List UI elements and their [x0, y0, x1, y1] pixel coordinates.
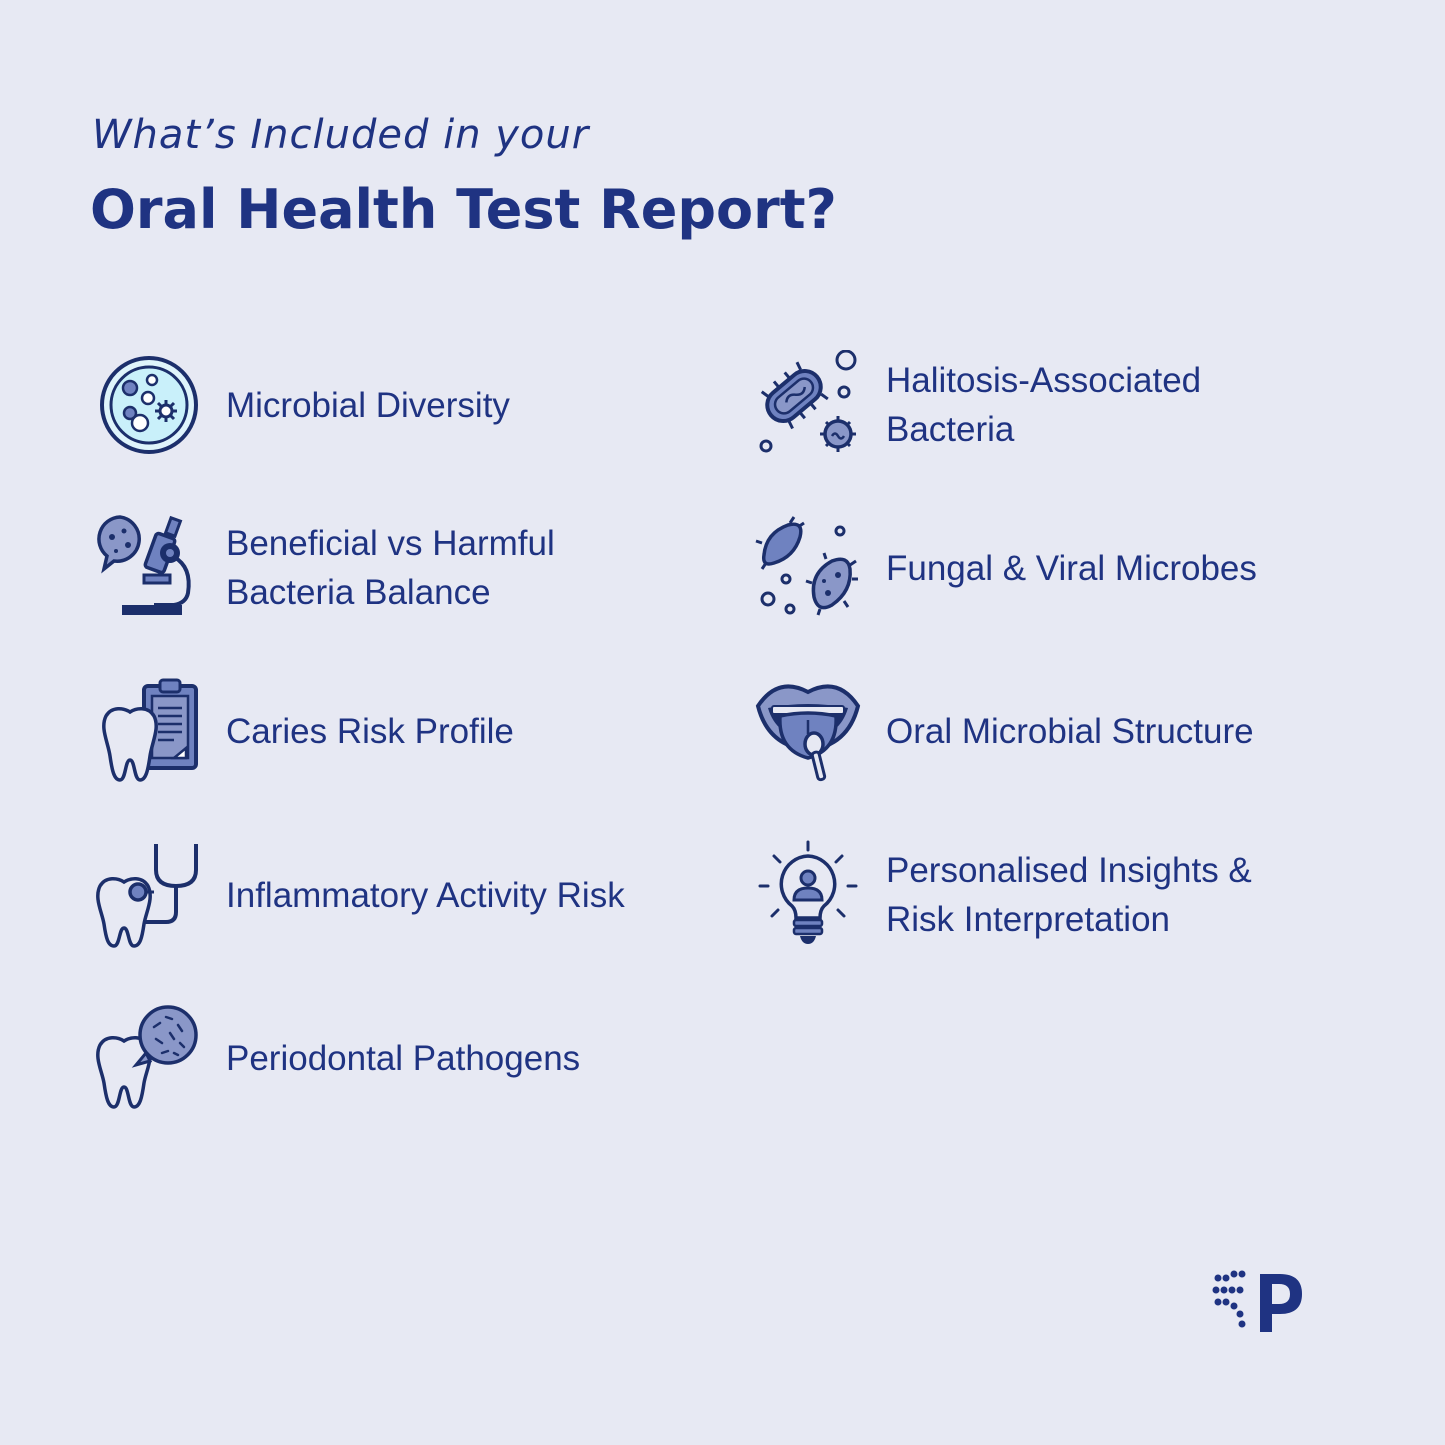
microbes-icon: [754, 513, 864, 623]
page-title: Oral Health Test Report?: [90, 178, 837, 241]
subtitle: What’s Included in your: [92, 112, 590, 158]
item-label: Caries Risk Profile: [226, 711, 514, 751]
item-label: Personalised Insights & Risk Interpretation: [886, 851, 1252, 939]
lightbulb-person-icon: [754, 840, 864, 950]
list-item-bacteria-balance: [94, 513, 555, 623]
list-item-fungal-viral: [754, 513, 1257, 623]
list-item-personalised-insights: [754, 840, 1252, 950]
tooth-stethoscope-icon: [94, 840, 204, 950]
mouth-swab-icon: [754, 676, 864, 786]
list-item-oral-structure: [754, 676, 1254, 786]
item-label: Microbial Diversity: [226, 385, 510, 425]
item-label: Periodontal Pathogens: [226, 1038, 581, 1078]
list-item-microbial-diversity: [94, 350, 510, 460]
list-item-inflammatory-risk: [94, 840, 625, 950]
item-label: Beneficial vs Harmful Bacteria Balance: [226, 524, 555, 612]
item-label: Fungal & Viral Microbes: [886, 548, 1257, 588]
list-item-periodontal-pathogens: [94, 1003, 580, 1113]
item-label: Oral Microbial Structure: [886, 711, 1254, 751]
tooth-magnifier-icon: [94, 1003, 204, 1113]
microscope-icon: [94, 513, 204, 623]
bacteria-icon: [754, 350, 864, 460]
tooth-clipboard-icon: [94, 676, 204, 786]
item-label: Inflammatory Activity Risk: [226, 875, 625, 915]
brand-logo: [1212, 1268, 1312, 1334]
list-item-caries-risk: [94, 676, 514, 786]
list-item-halitosis-bacteria: [754, 350, 1201, 460]
petri-dish-icon: [94, 350, 204, 460]
item-label: Halitosis-Associated Bacteria: [886, 361, 1202, 449]
